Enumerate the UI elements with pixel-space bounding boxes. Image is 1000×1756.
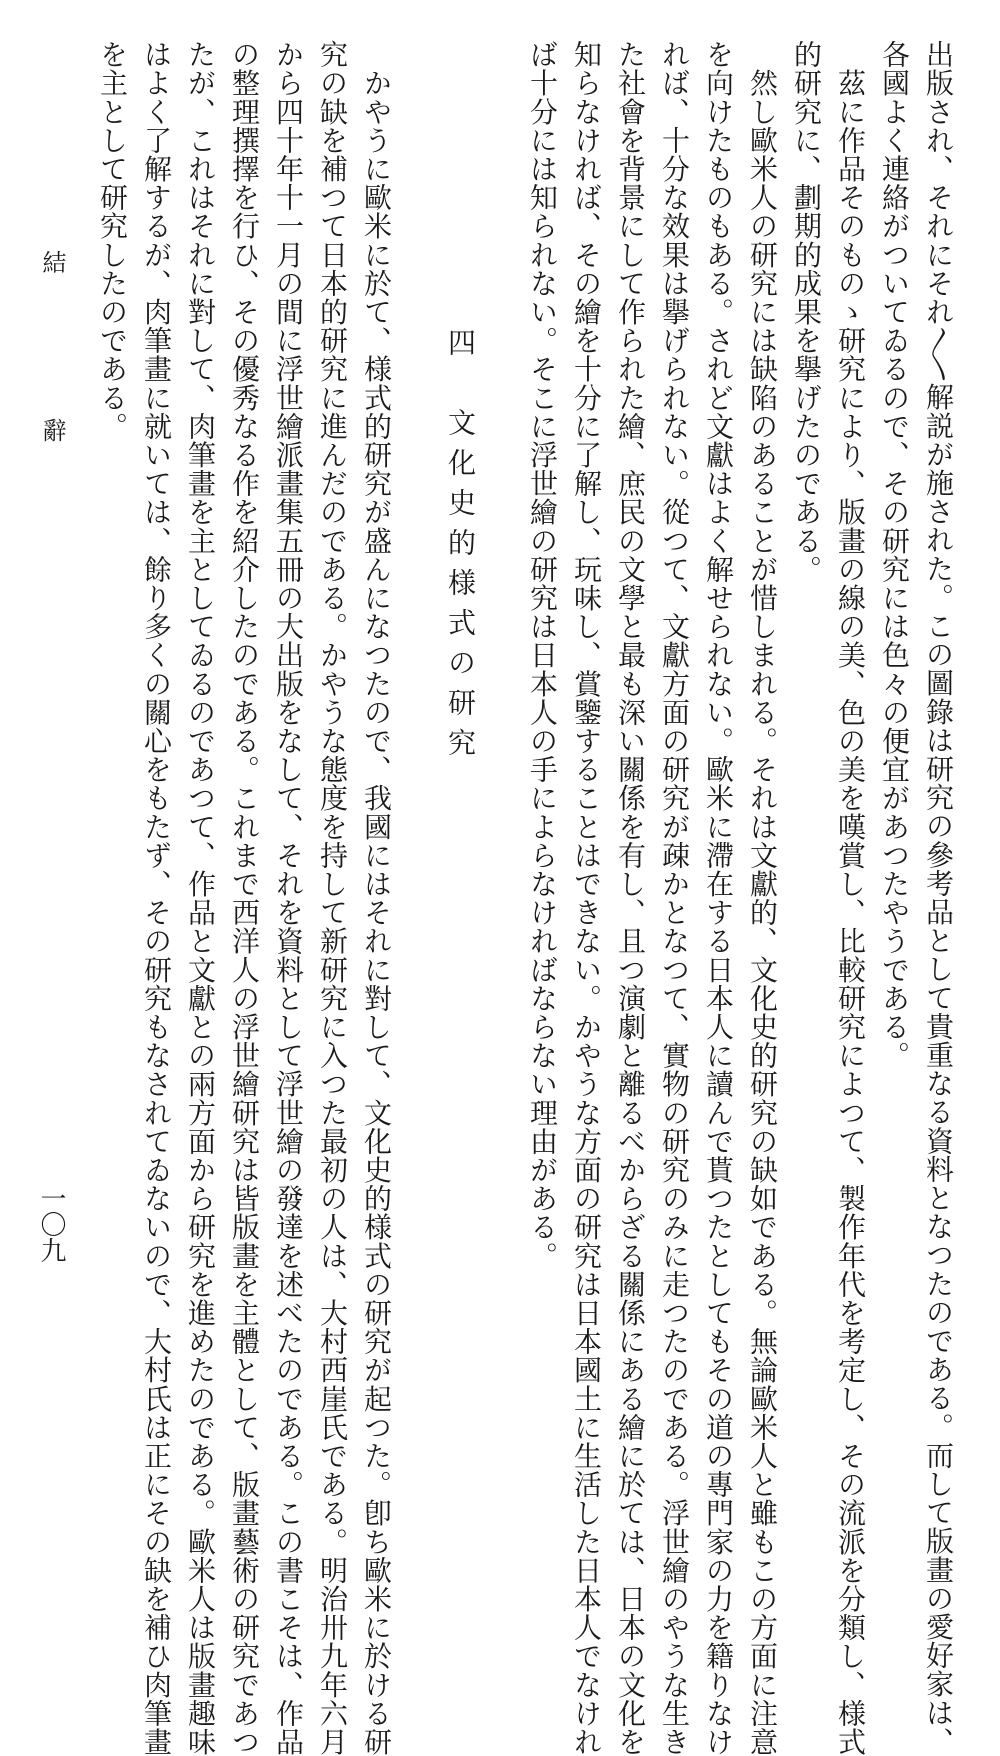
- text-column-8: た社會を背景にして作られた繪、庶民の文學と最も深い關係を有し、且つ演劇と離るべからざる關係にある繪に於ては、日本の文化を: [614, 40, 647, 1756]
- text-column-9: 知らなければ、その繪を十分に了解し、玩味し、賞鑒することはできない。かやうな方面の研究は日本國土に生活した日本人でなけれ: [570, 40, 603, 1756]
- text-column-15: たが、これはそれに對して、肉筆畫を主としてゐるのであつて、作品と文獻との兩方面から研究を進めたのである。歐米人は版畫趣味: [184, 40, 217, 1756]
- section-heading: 四 文化史的様式の研究: [444, 328, 477, 768]
- text-column-1: 出版され、それにそれ〳〵解説が施された。この圖錄は研究の參考品として貴重なる資料となつたのである。而して版畫の愛好家は、: [922, 40, 955, 1756]
- text-column-13: から四十年十一月の間に浮世繪派畫集五冊の大出版をなして、それを資料として浮世繪の發達を述べたのである。この書こそは、作品: [272, 40, 305, 1756]
- text-column-5: 然し歐米人の研究には缺陷のあることが惜しまれる。それは文獻的、文化史的研究の缺如である。無論歐米人と雖もこの方面に注意: [746, 40, 779, 1756]
- text-column-14: の整理撰擇を行ひ、その優秀なる作を紹介したのである。これまで西洋人の浮世繪研究は皆版畫を主體として、版畫藝術の研究であつ: [228, 40, 261, 1756]
- text-column-2: 各國よく連絡がついてゐるので、その研究には色々の便宜があつたやうである。: [878, 40, 911, 1070]
- text-column-17: を主として研究したのである。: [96, 40, 129, 441]
- running-footer-title: 結 辭: [38, 250, 66, 502]
- text-column-11: かやうに歐米に於て、様式的研究が盛んになつたので、我國にはそれに對して、文化史的様式の研究が起つた。卽ち歐米に於ける研: [360, 40, 393, 1756]
- text-column-12: 究の缺を補つて日本的研究に進んだのである。かやうな態度を持して新研究に入つた最初の人は、大村西崖氏である。明治卅九年六月: [316, 40, 349, 1756]
- text-column-6: を向けたものもある。されど文獻はよく解せられない。歐米に滯在する日本人に讀んで貰つたとしてもその道の專門家の力を籍りなけ: [702, 40, 735, 1756]
- text-column-4: 的研究に、劃期的成果を擧げたのである。: [790, 40, 823, 584]
- page-number: 一〇九: [36, 1185, 66, 1263]
- text-column-10: ば十分には知られない。そこに浮世繪の研究は日本人の手によらなければならない理由がある。: [526, 40, 559, 1270]
- text-column-16: はよく了解するが、肉筆畫に就いては、餘り多くの關心をもたず、その研究もなされてゐないので、大村氏は正にその缺を補ひ肉筆畫: [140, 40, 173, 1756]
- text-column-7: れば、十分な效果は擧げられない。從つて、文獻方面の研究が疎かとなつて、實物の研究のみに走つたのである。浮世繪のやうな生き: [658, 40, 691, 1756]
- text-column-3: 茲に作品そのものゝ研究により、版畫の線の美、色の美を嘆賞し、比較研究によつて、製作年代を考定し、その流派を分類し、様式: [834, 40, 867, 1756]
